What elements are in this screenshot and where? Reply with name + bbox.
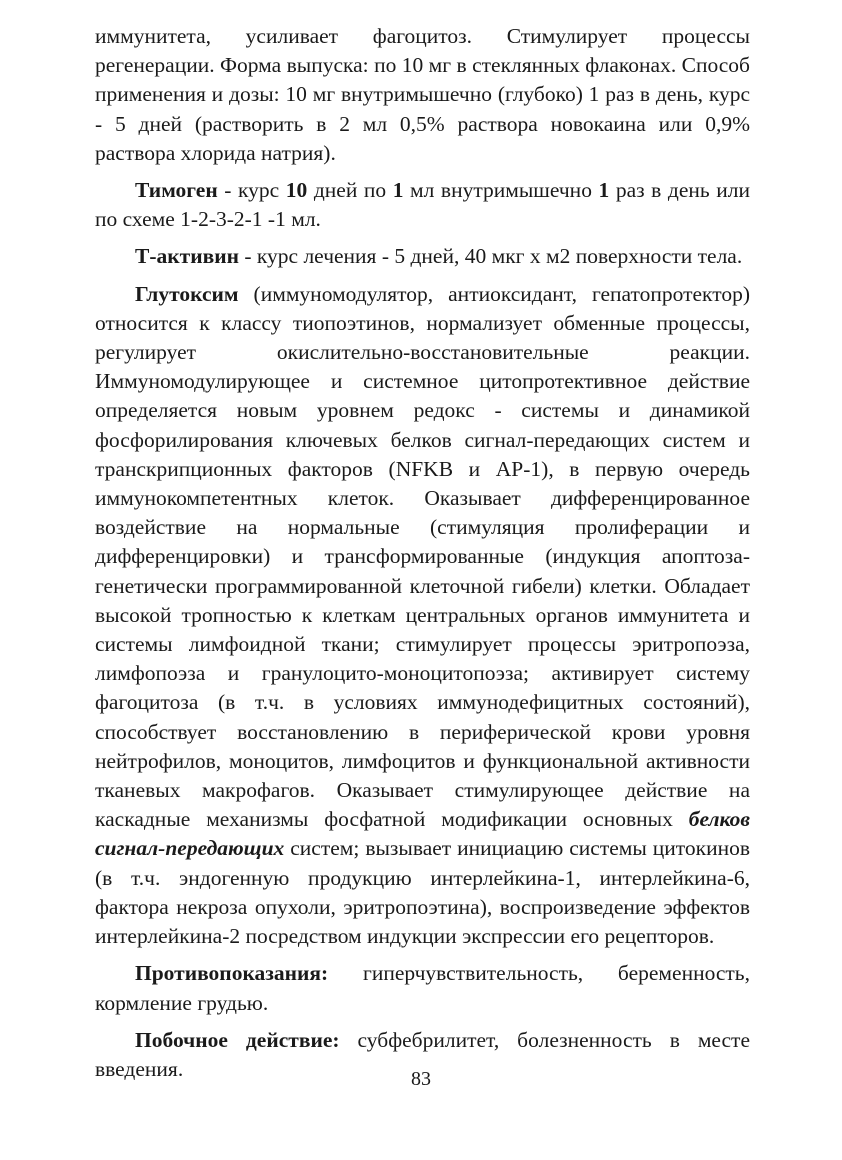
term-timogen: Тимоген [135, 178, 218, 203]
page-number: 83 [411, 1068, 431, 1090]
paragraph-glutoxim: Глутоксим (иммуномодулятор, антиоксидант, гепатопротектор) относится к классу тиопоэтинов, нормализует обменные процессы, регулирует окислительно-восстановительные реакции. Иммуномодулирующее и системное цитопротективное действие определяется новым уровнем редокс - системы и динамикой фосфорилирования ключевых белков сигнал-передающих систем и транскрипционных факторов (NFKB и AP-1), в первую очередь иммунокомпетентных клеток. Оказывает дифференцированное воздействие на нормальные (стимуляция пролиферации и дифференцировки) и трансформированные (индукция апоптоза- генетически программированной клеточной гибели) клетки. Обладает высокой тропностью к клеткам центральных органов иммунитета и системы лимфоидной ткани; стимулирует процессы эритропоэза, лимфопоэза и гранулоцито-моноцитопоэза; активирует систему фагоцитоза (в т.ч. в условиях иммунодефицитных состояний), способствует восстановлению в периферической крови уровня нейтрофилов, моноцитов, лимфоцитов и функциональной активности тканевых макрофагов. Оказывает стимулирующее действие на каскадные механизмы фосфатной модификации основных белков сигнал-передающих систем; вызывает инициацию системы цитокинов (в т.ч. эндогенную продукцию интерлейкина-1, интерлейкина-6, фактора некроза опухоли, эритропоэтина), воспроизведение эффектов интерлейкина-2 посредством индукции экспрессии его рецепторов. [95, 281, 750, 949]
term-side-effects: Побочное действие: [135, 1027, 340, 1052]
paragraph-contraindications: Противопоказания: гиперчувствительность, беременность, кормление грудью. [95, 961, 750, 1015]
paragraph-timogen: Тимоген - курс 10 дней по 1 мл внутримышечно 1 раз в день или по схеме 1-2-3-2-1 -1 мл. [95, 178, 751, 232]
paragraph-side-effects: Побочное действие: субфебрилитет, болезненность в месте введения. [95, 1027, 750, 1081]
paragraph-intro: иммунитета, усиливает фагоцитоз. Стимулирует процессы регенерации. Форма выпуска: по 10 мг в стеклянных флаконах. Способ применения и дозы: 10 мг внутримышечно (глубоко) 1 раз в день, курс - 5 дней (растворить в 2 мл 0,5% раствора новокаина или 0,9% раствора хлорида натрия). [95, 24, 750, 165]
term-taktivin: Т-активин [135, 244, 239, 269]
term-contraindications: Противопоказания: [135, 961, 329, 986]
emphasis-signal-proteins: белков сигнал-передающих [95, 807, 750, 861]
term-glutoxim: Глутоксим [135, 281, 239, 306]
paragraph-taktivin: Т-активин - курс лечения - 5 дней, 40 мкг х м2 поверхности тела. [135, 244, 743, 269]
page-body [95, 22, 750, 1084]
